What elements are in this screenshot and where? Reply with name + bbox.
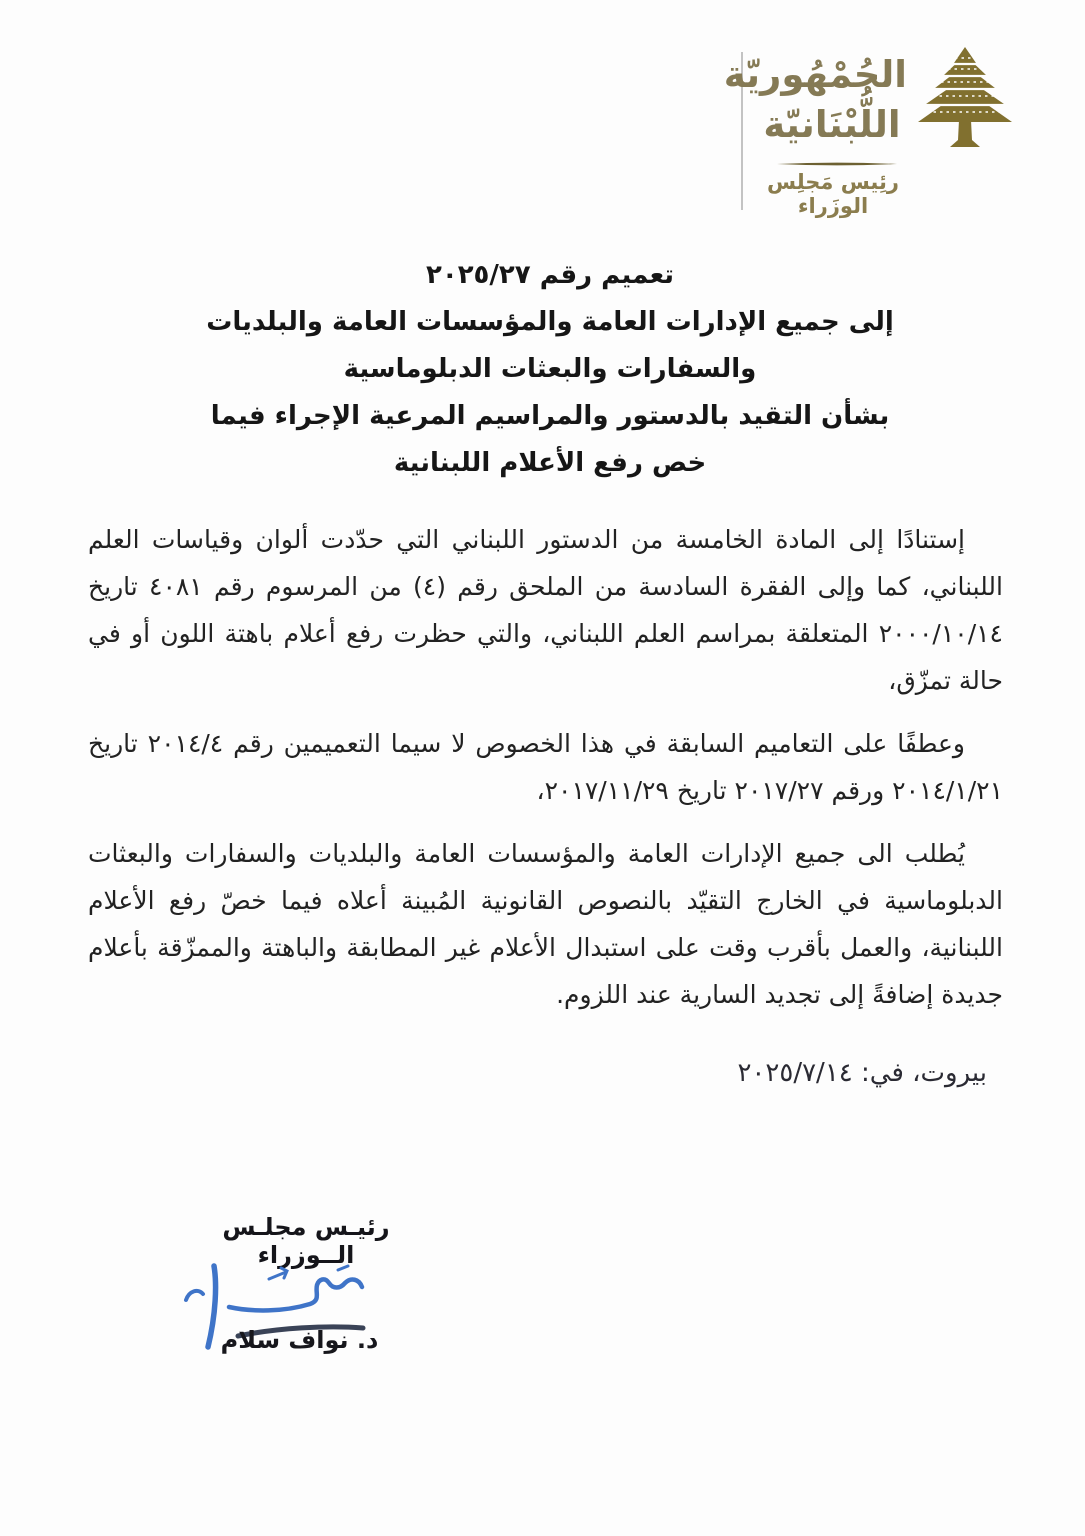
signatory-name: د. نواف سلام [220, 1326, 379, 1354]
office-title: رئِيس مَجلِس الوزَراء [767, 170, 899, 218]
circular-addressees-line: إلى جميع الإدارات العامة والمؤسسات العامة والبلديات والسفارات والبعثات الدبلوماسية [206, 307, 894, 384]
body-paragraph-1: إستنادًا إلى المادة الخامسة من الدستور اللبناني التي حدّدت ألوان وقياسات العلم اللبناني، كما وإلى الفقرة السادسة من الملحق رقم (٤) من المرسوم رقم ٤٠٨١ تاريخ ٢٠٠٠/١٠/١٤ المتعلقة بمراسم العلم اللبناني، والتي حظرت رفع أعلام باهتة اللون أو في حالة تمزّق، [88, 525, 1003, 695]
republic-name-line2: اللُّبْنَانيّة [763, 103, 901, 146]
body-paragraph-3: يُطلب الى جميع الإدارات العامة والمؤسسات العامة والبلديات والسفارات والبعثات الدبلوماسية في الخارج التقيّد بالنصوص القانونية المُبينة أعلاه فيما خصّ رفع الأعلام اللبنانية، والعمل بأقرب وقت على استبدال الأعلام غير المطابقة والباهتة والممزّقة بأعلام جديدة إضافةً إلى تجديد السارية عند اللزوم. [88, 839, 1003, 1009]
republic-name-line1: الجُمْهُوريّة [723, 53, 907, 96]
circular-title-block [190, 252, 910, 487]
circular-number-line: تعميم رقم ٢٠٢٥/٢٧ [425, 260, 675, 290]
gold-separator-line [777, 161, 897, 167]
dateline: بيروت، في: ٢٠٢٥/٧/١٤ [737, 1058, 987, 1088]
republic-calligraphy [723, 50, 907, 150]
circular-subject-line: بشأن التقيد بالدستور والمراسيم المرعية الإجراء فيما خص رفع الأعلام اللبنانية [210, 401, 890, 478]
cedar-tree-icon [915, 44, 1015, 162]
letter-body [88, 516, 1003, 1034]
body-paragraph-2: وعطفًا على التعاميم السابقة في هذا الخصوص لا سيما التعميمين رقم ٢٠١٤/٤ تاريخ ٢٠١٤/١/٢١ ورقم ٢٠١٧/٢٧ تاريخ ٢٠١٧/١١/٢٩، [88, 729, 1003, 805]
signatory-title: رئيـس مجلـس الــوزراء [222, 1213, 390, 1269]
letterhead [723, 42, 1025, 218]
